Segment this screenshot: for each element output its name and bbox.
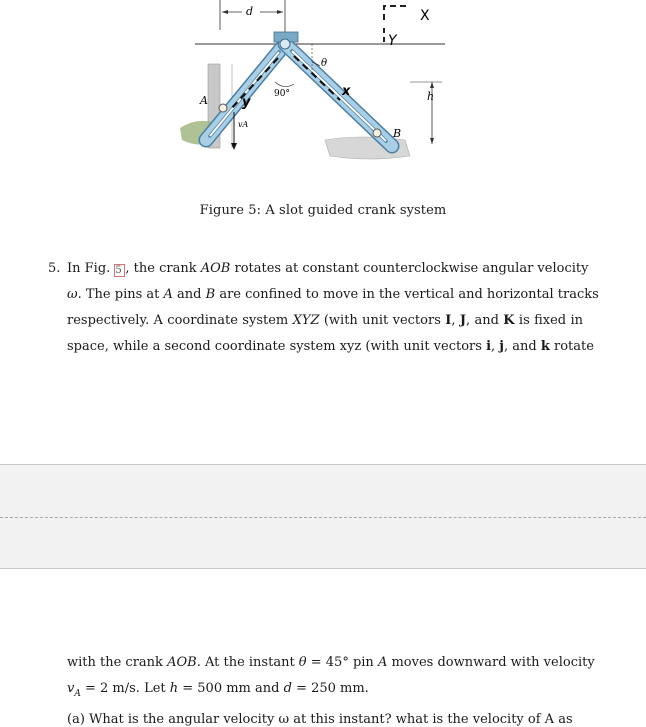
- continuation-line-2: $v_A = 2$ m/s. Let h = 500 mm and d = 250 mm.: [67, 681, 369, 699]
- d-label: d: [246, 5, 254, 18]
- A-label: A: [200, 94, 208, 107]
- X-axis-label: X: [420, 8, 430, 24]
- h-label: h: [427, 90, 435, 103]
- Y-axis-label: Y: [388, 33, 397, 49]
- right-angle-label: 90°: [274, 89, 290, 99]
- problem-line-4: space, while a second coordinate system xyz (with unit vectors i, j, and k rotate: [67, 339, 594, 354]
- problem-line-3: respectively. A coordinate system XYZ (with unit vectors I, J, and K is fixed in: [67, 313, 583, 328]
- vA-label: vA: [238, 120, 249, 129]
- figure-caption: Figure 5: A slot guided crank system: [199, 203, 447, 218]
- page-break-divider: [0, 517, 646, 518]
- y-axis-label: y: [242, 95, 251, 110]
- page-break: [0, 464, 646, 569]
- figure-ref-link[interactable]: 5: [114, 264, 125, 277]
- problem-line-2: ω. The pins at A and B are confined to move in the vertical and horizontal tracks: [67, 287, 599, 302]
- problem-continuation: [67, 650, 595, 707]
- problem-line-1: In Fig. 5 , the crank AOB rotates at constant counterclockwise angular velocity: [67, 261, 589, 276]
- continuation-partial-line: (a) What is the angular velocity ω at this instant? what is the velocity of A as: [67, 712, 573, 727]
- problem-number: 5.: [48, 261, 61, 276]
- problem-5: [48, 256, 599, 360]
- continuation-line-1: with the crank AOB. At the instant θ = 45° pin A moves downward with velocity: [67, 655, 595, 670]
- x-axis-label: x: [342, 84, 351, 99]
- slot-crank-figure: [170, 0, 450, 190]
- theta-label: θ: [321, 58, 328, 69]
- B-label: B: [393, 127, 402, 140]
